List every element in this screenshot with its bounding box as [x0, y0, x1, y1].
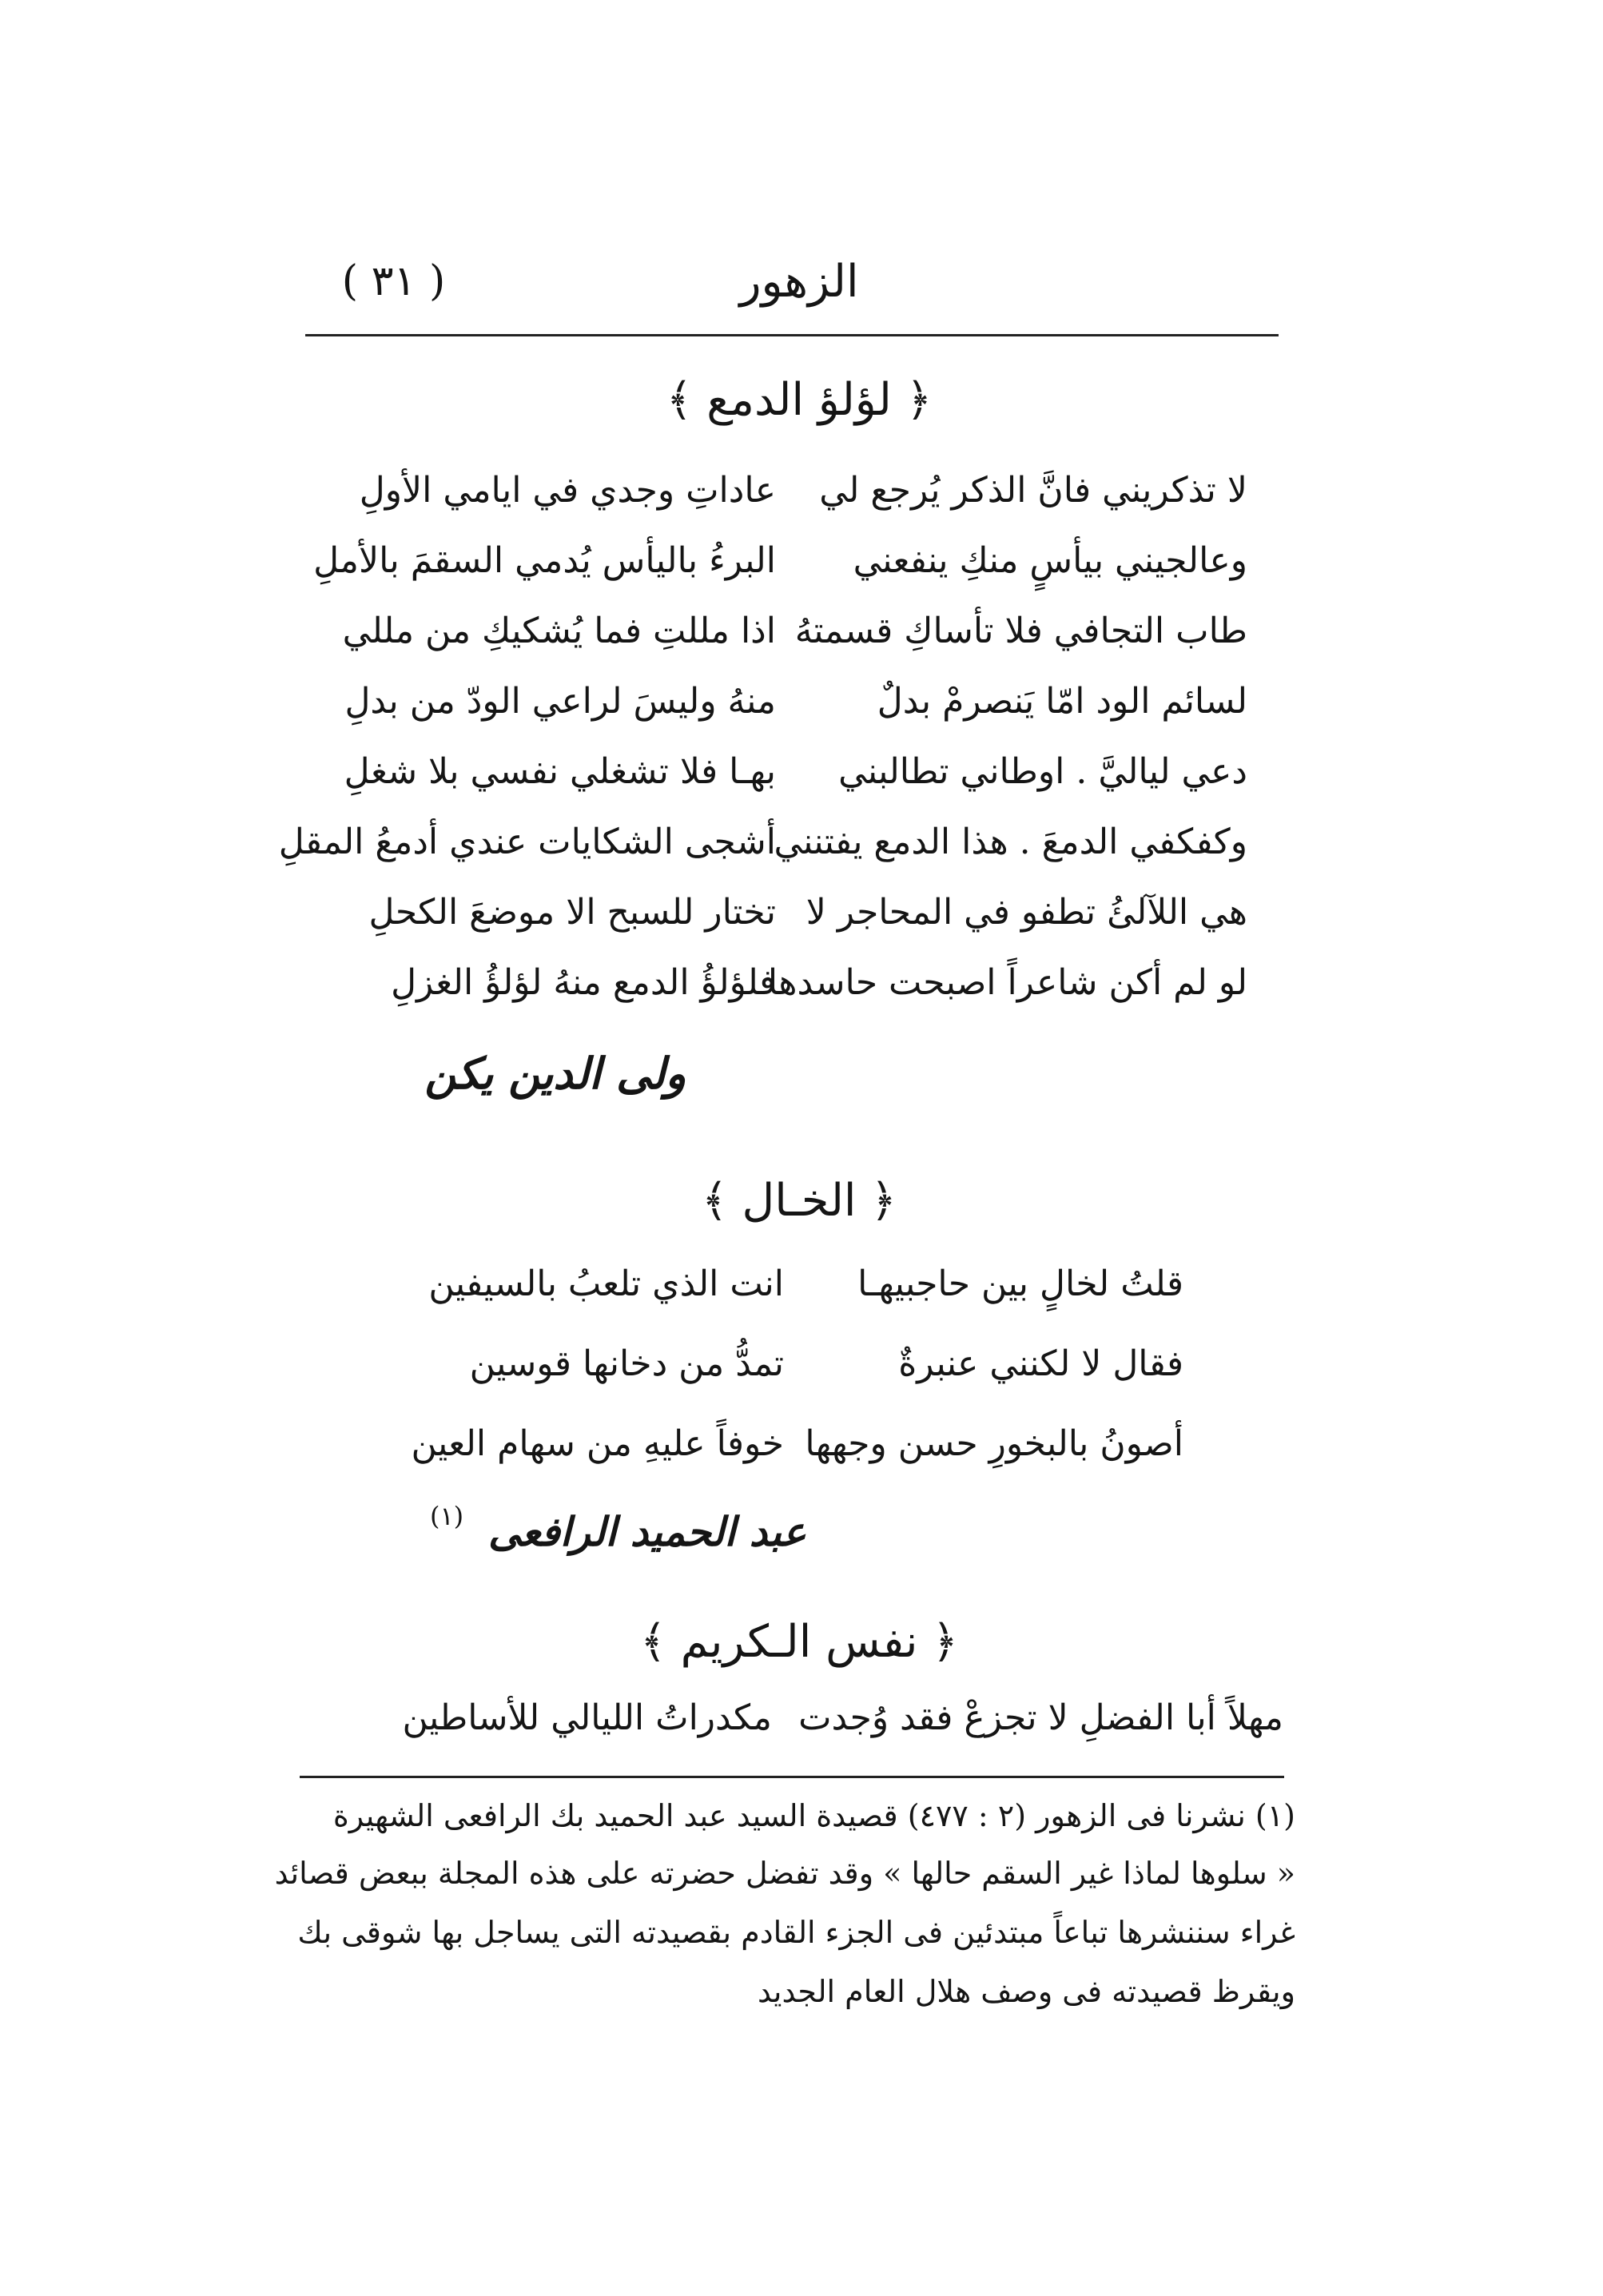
verse-second-hemistich: فلؤلؤُ الدمع منهُ لؤلؤُ الغزلِ [391, 962, 776, 1003]
footnote-line: (١) نشرنا فى الزهور (٢ : ٤٧٧) قصيدة السيد عبد الحميد بك الرافعى الشهيرة [332, 1798, 1295, 1833]
signature-wali-el-din-yakun: ولى الدين يكن [424, 1049, 686, 1099]
verse-first-hemistich: مهلاً أبا الفضلِ لا تجزعْ فقد وُجدت [798, 1697, 1283, 1738]
verse-second-hemistich: تمدُّ من دخانها قوسين [469, 1343, 784, 1384]
verse-second-hemistich: أشجى الشكايات عندي أدمعُ المقلِ [278, 822, 776, 862]
verse-first-hemistich: قلتُ لخالٍ بين حاجبيهـا [857, 1263, 1183, 1304]
verse-first-hemistich: وعالجيني بيأسٍ منكِ ينفعني [853, 540, 1247, 581]
verse-first-hemistich: لا تذكريني فانَّ الذكر يُرجع لي [819, 470, 1247, 511]
signature-text: عبد الحميد الرافعى [488, 1509, 806, 1555]
verse-first-hemistich: هي اللآلئُ تطفو في المحاجر لا [805, 892, 1247, 933]
verse-second-hemistich: خوفاً عليهِ من سهام العين [411, 1423, 784, 1464]
running-title: الزهور [739, 256, 859, 308]
header-rule [305, 334, 1279, 336]
verse-first-hemistich: وكفكفي الدمعَ . هذا الدمع يفتنني [774, 822, 1247, 862]
footnote-rule [300, 1776, 1284, 1778]
verse-second-hemistich: تختار للسبح الا موضعَ الكحلِ [368, 892, 776, 933]
verse-first-hemistich: دعي لياليَّ . اوطاني تطالبني [838, 751, 1247, 792]
verse-first-hemistich: فقال لا لكنني عنبرةٌ [898, 1343, 1183, 1384]
verse-second-hemistich: البرءُ باليأس يُدمي السقمَ بالأملِ [313, 540, 776, 581]
verse-second-hemistich: بهـا فلا تشغلي نفسي بلا شغلِ [344, 751, 776, 792]
footnote-line: « سلوها لماذا غير السقم حالها » وقد تفضل حضرته على هذه المجلة ببعض قصائد [274, 1856, 1295, 1891]
section-title-noble: ﴿ نفس الـكريم ﴾ [639, 1616, 959, 1668]
footnote-mark: (١) [430, 1501, 464, 1531]
verse-first-hemistich: طاب التجافي فلا تأساكِ قسمتهُ [794, 611, 1247, 651]
section-title-pearls: ﴿ لؤلؤ الدمع ﴾ [666, 374, 933, 426]
verse-first-hemistich: أصونُ بالبخورِ حسن وجهها [805, 1423, 1183, 1464]
verse-first-hemistich: لو لم أكن شاعراً اصبحت حاسدها [767, 962, 1247, 1003]
signature-abdel-hamid-rafii [471, 1509, 823, 1555]
section-title-mole: ﴿ الخـال ﴾ [701, 1175, 897, 1227]
footnote-line: غراء سننشرها تباعاً مبتدئين فى الجزء القادم بقصيدته التى يساجل بها شوقى بك [297, 1915, 1295, 1950]
verse-second-hemistich: مكدراتُ الليالي للأساطين [402, 1697, 772, 1738]
verse-first-hemistich: لسائم الود امّا يَنصرمْ بدلٌ [877, 681, 1247, 722]
verse-second-hemistich: انت الذي تلعبُ بالسيفين [428, 1263, 784, 1304]
verse-second-hemistich: منهُ وليسَ لراعي الودّ من بدلِ [344, 681, 776, 722]
page-number: ( ٣١ ) [341, 257, 446, 305]
footnote-line: ويقرظ قصيدته فى وصف هلال العام الجديد [757, 1974, 1295, 2009]
verse-second-hemistich: عاداتِ وجدي في ايامي الأولِ [359, 470, 776, 511]
verse-second-hemistich: اذا مللتِ فما يُشكيكِ من مللي [342, 611, 776, 651]
